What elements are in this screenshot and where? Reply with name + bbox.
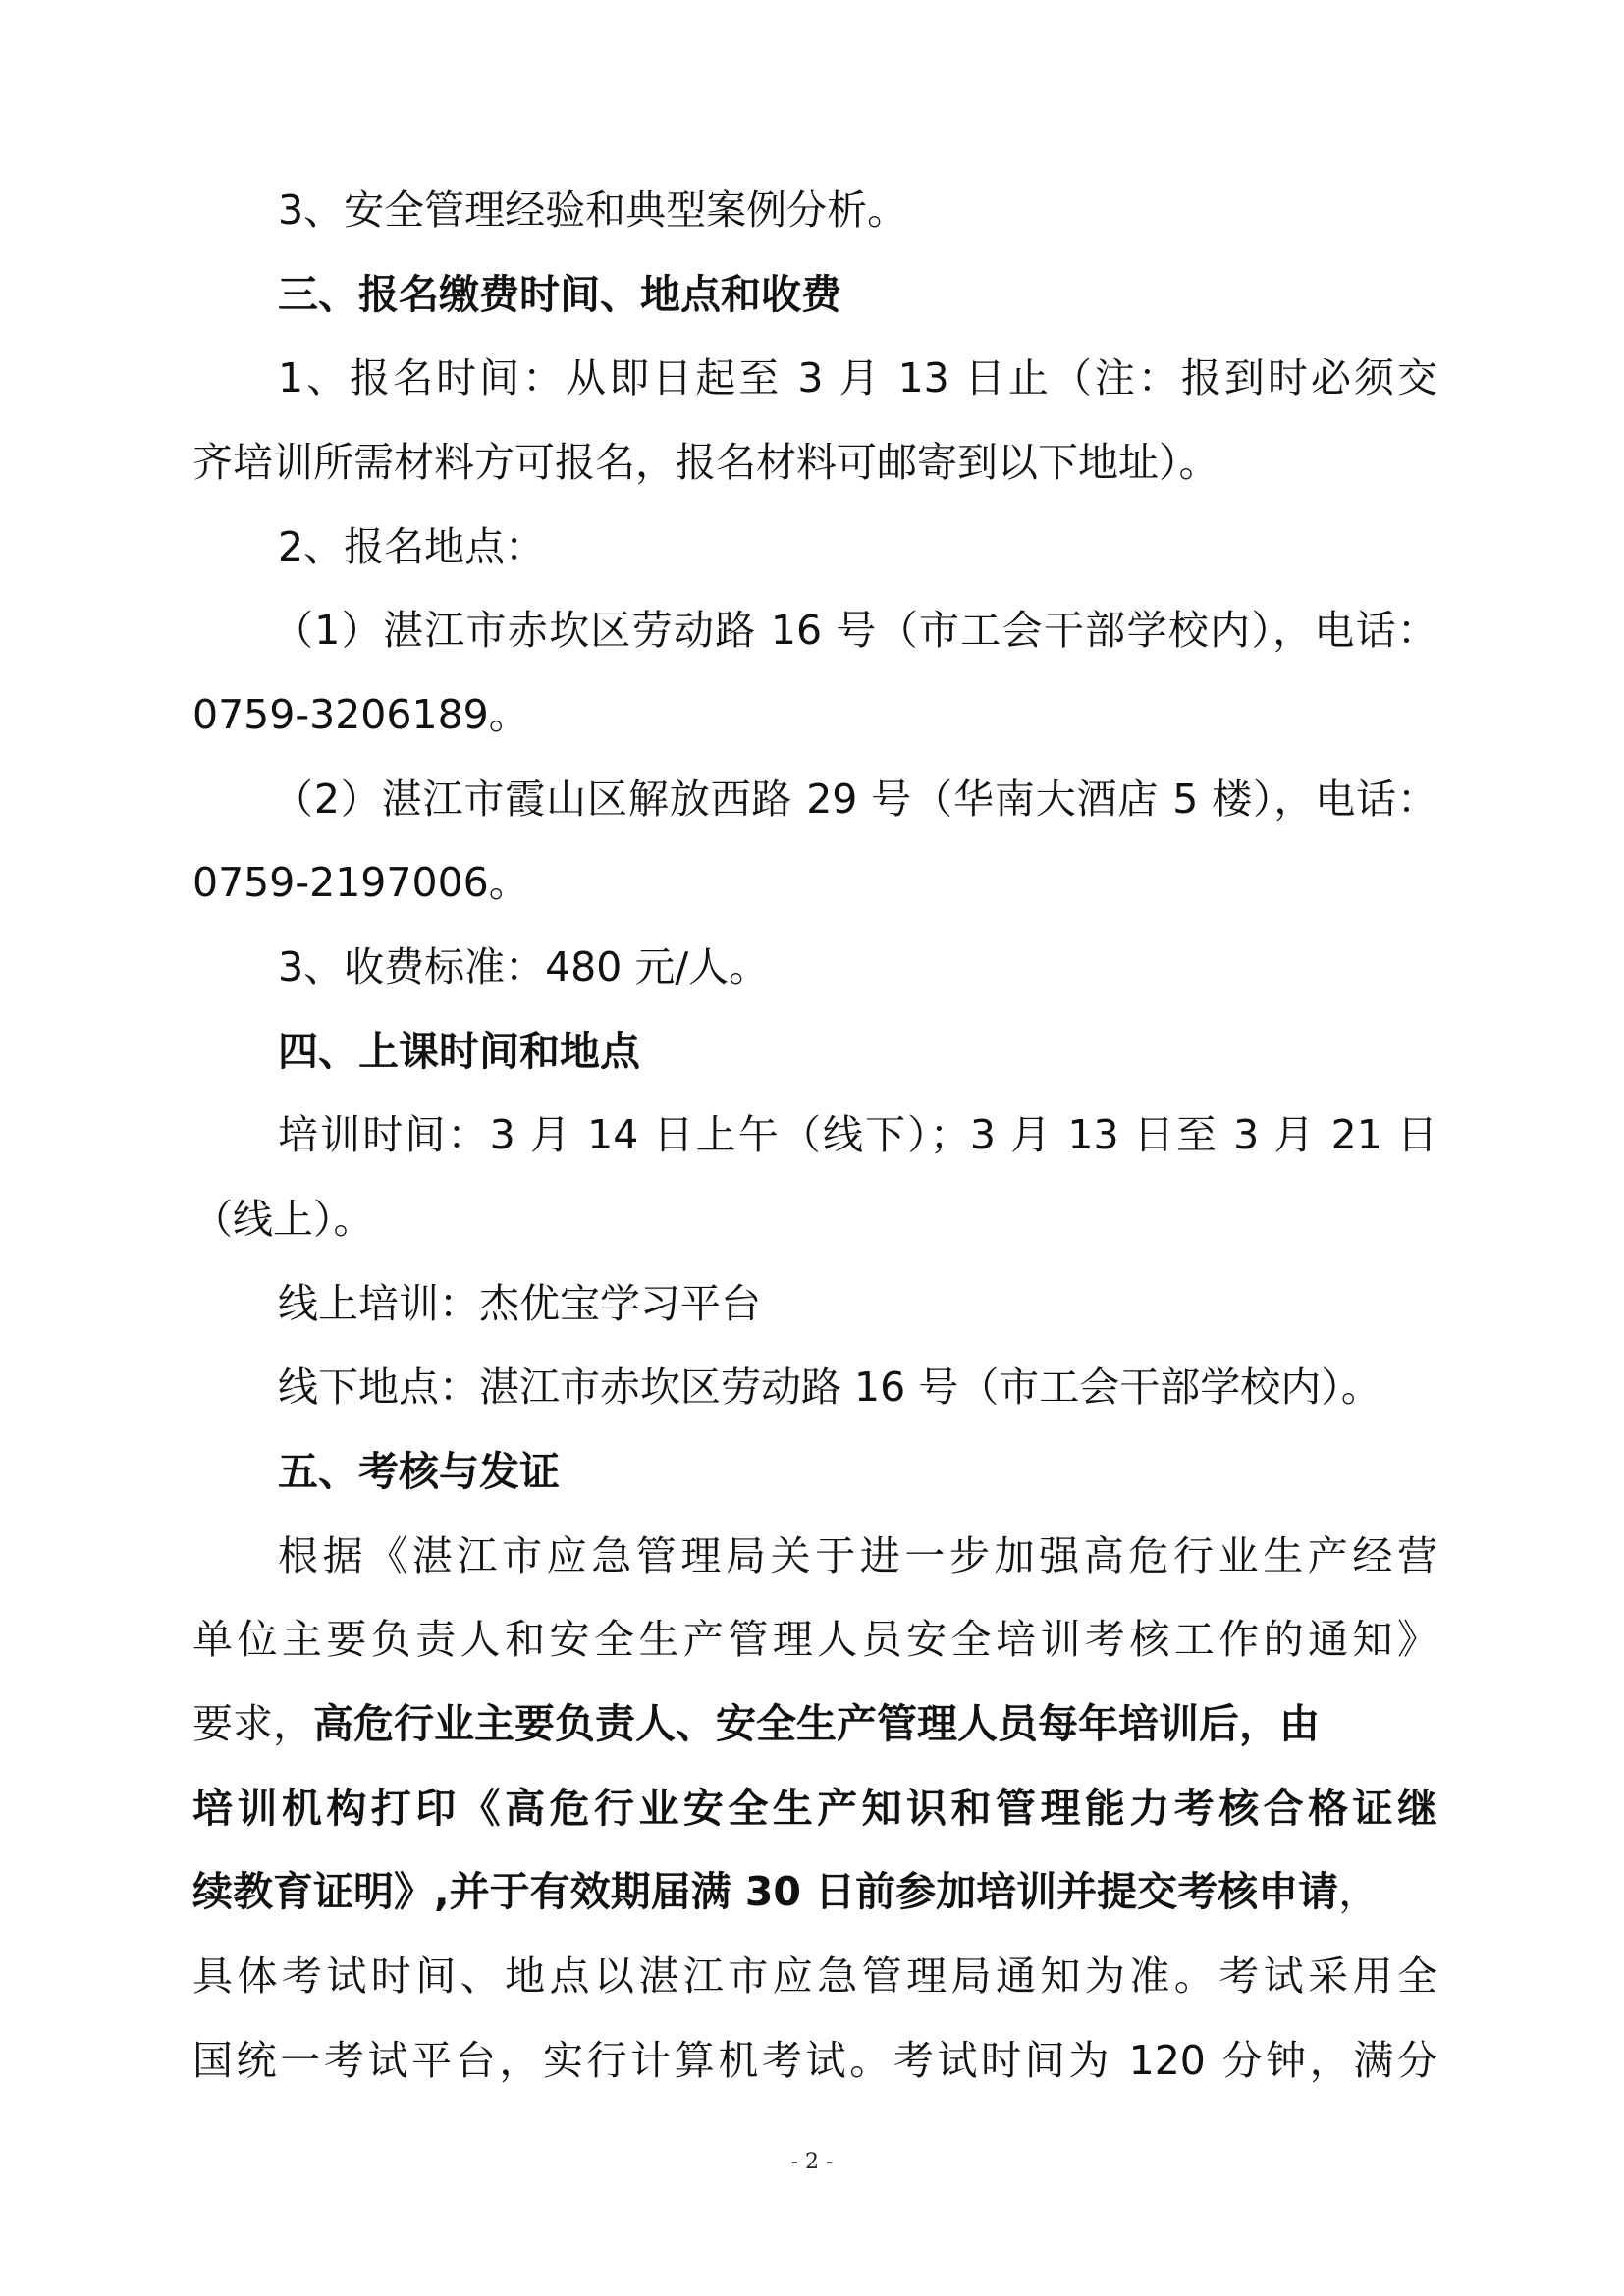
page-number: - 2 - bbox=[790, 2150, 834, 2174]
text-line: 线下地点：湛江市赤坎区劳动路 16 号（市工会干部学校内）。 bbox=[278, 1363, 1381, 1411]
text-line: 单位主要负责人和安全生产管理人员安全培训考核工作的通知》 bbox=[192, 1616, 1437, 1663]
bold-segment: 续教育证明》,并于有效期届满 30 日前参加培训并提交考核申请 bbox=[192, 1868, 1339, 1915]
text-line: 根据《湛江市应急管理局关于进一步加强高危行业生产经营 bbox=[278, 1532, 1437, 1579]
text-segment: ， bbox=[1338, 1868, 1380, 1915]
bold-segment: 高危行业主要负责人、安全生产管理人员每年培训后，由 bbox=[313, 1700, 1320, 1747]
text-line: 0759-2197006。 bbox=[192, 859, 529, 906]
text-line bbox=[192, 1864, 1379, 1919]
text-line: 0759-3206189。 bbox=[192, 691, 529, 738]
section-heading: 四、上课时间和地点 bbox=[278, 1028, 640, 1075]
text-line: 3、收费标准：480 元/人。 bbox=[278, 943, 770, 990]
bold-line: 培训机构打印《高危行业安全生产知识和管理能力考核合格证继 bbox=[192, 1785, 1437, 1832]
section-heading: 五、考核与发证 bbox=[278, 1448, 560, 1495]
text-line bbox=[192, 1696, 1320, 1751]
text-line: （2）湛江市霞山区解放西路 29 号（华南大酒店 5 楼），电话： bbox=[273, 775, 1437, 823]
text-line: （1）湛江市赤坎区劳动路 16 号（市工会干部学校内），电话： bbox=[273, 607, 1437, 654]
text-line: 具体考试时间、地点以湛江市应急管理局通知为准。考试采用全 bbox=[192, 1952, 1437, 2000]
text-segment: 要求， bbox=[192, 1700, 313, 1747]
text-line: 国统一考试平台，实行计算机考试。考试时间为 120 分钟，满分 bbox=[192, 2037, 1437, 2084]
text-line: 培训时间：3 月 14 日上午（线下）；3 月 13 日至 3 月 21 日 bbox=[278, 1111, 1437, 1158]
text-line: 齐培训所需材料方可报名，报名材料可邮寄到以下地址）。 bbox=[192, 439, 1219, 486]
text-line: 2、报名地点： bbox=[278, 523, 546, 570]
text-line: 3、安全管理经验和典型案例分析。 bbox=[278, 187, 908, 234]
section-heading: 三、报名缴费时间、地点和收费 bbox=[278, 271, 841, 318]
text-line: （线上）。 bbox=[192, 1196, 374, 1243]
text-line: 线上培训：杰优宝学习平台 bbox=[278, 1280, 761, 1327]
text-line: 1、报名时间：从即日起至 3 月 13 日止（注：报到时必须交 bbox=[278, 354, 1437, 401]
